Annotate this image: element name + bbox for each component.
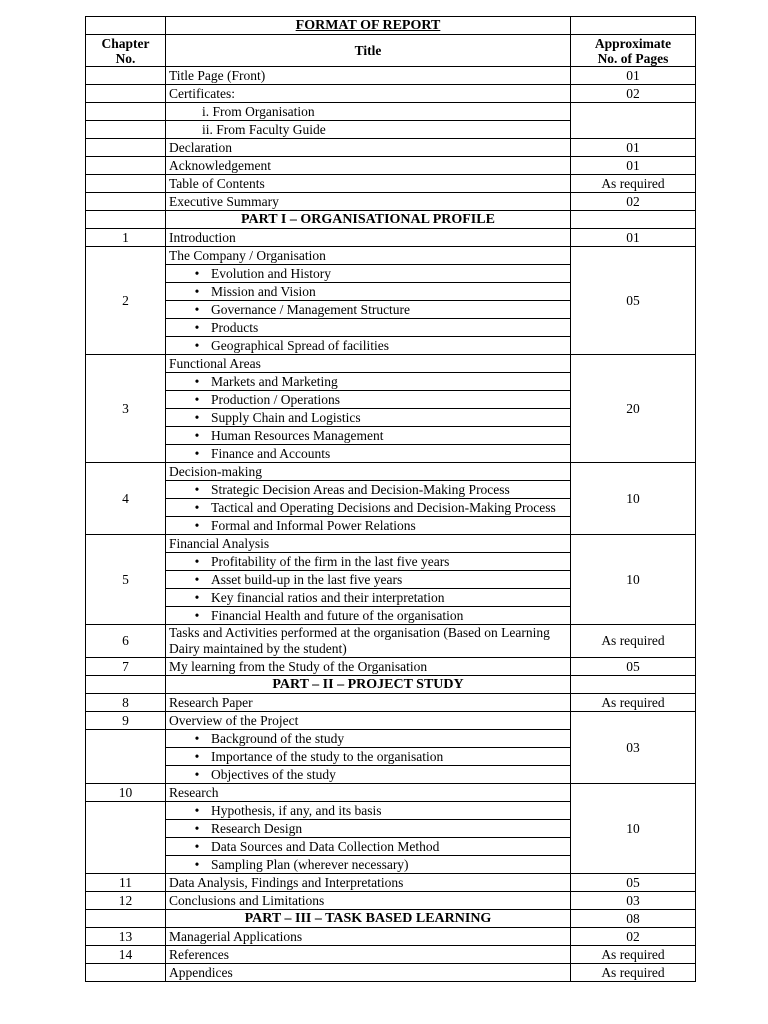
row-title: The Company / Organisation	[166, 247, 571, 265]
row-title: Financial Analysis	[166, 535, 571, 553]
row-title: Executive Summary	[166, 193, 571, 211]
row-title: Declaration	[166, 139, 571, 157]
table-title: FORMAT OF REPORT	[166, 17, 571, 35]
part-heading: PART – II – PROJECT STUDY	[166, 676, 571, 694]
bullet-icon: •	[194, 571, 200, 587]
row-pages: 01	[571, 157, 696, 175]
row-title: Tasks and Activities performed at the organisation (Based on Learning Dairy maintained by the student)	[166, 625, 571, 658]
chapter-no: 4	[86, 463, 166, 535]
row-pages: 05	[571, 658, 696, 676]
bullet-item: • Data Sources and Data Collection Method	[166, 838, 571, 856]
bullet-icon: •	[194, 730, 200, 746]
chapter-no: 8	[86, 694, 166, 712]
bullet-item: • Objectives of the study	[166, 766, 571, 784]
table-row	[86, 175, 696, 193]
bullet-item: • Production / Operations	[166, 391, 571, 409]
bullet-icon: •	[194, 607, 200, 623]
bullet-icon: •	[194, 409, 200, 425]
bullet-icon: •	[194, 319, 200, 335]
row-title: Data Analysis, Findings and Interpretations	[166, 874, 571, 892]
table-row	[86, 193, 696, 211]
row-pages: 03	[571, 892, 696, 910]
table-row	[86, 625, 696, 658]
bullet-icon: •	[194, 856, 200, 872]
report-format-table	[85, 16, 696, 982]
part-heading-row	[86, 676, 696, 694]
bullet-icon: •	[194, 820, 200, 836]
chapter-no: 7	[86, 658, 166, 676]
row-title: Conclusions and Limitations	[166, 892, 571, 910]
table-row	[86, 85, 696, 103]
table-row	[86, 784, 696, 802]
table-row	[86, 157, 696, 175]
chapter-no: 12	[86, 892, 166, 910]
bullet-icon: •	[194, 445, 200, 461]
bullet-item: • Finance and Accounts	[166, 445, 571, 463]
bullet-icon: •	[194, 589, 200, 605]
bullet-icon: •	[194, 748, 200, 764]
chapter-no: 1	[86, 229, 166, 247]
row-title: Acknowledgement	[166, 157, 571, 175]
bullet-icon: •	[194, 301, 200, 317]
row-pages: 01	[571, 67, 696, 85]
part-heading-row	[86, 910, 696, 928]
title-header: Title	[166, 35, 571, 67]
row-title: References	[166, 946, 571, 964]
chapter-no: 3	[86, 355, 166, 463]
bullet-item: • Background of the study	[166, 730, 571, 748]
bullet-item: • Importance of the study to the organisation	[166, 748, 571, 766]
bullet-item: • Profitability of the firm in the last five years	[166, 553, 571, 571]
bullet-item: • Mission and Vision	[166, 283, 571, 301]
bullet-icon: •	[194, 427, 200, 443]
table-row	[86, 694, 696, 712]
row-title: Appendices	[166, 964, 571, 982]
row-title: Functional Areas	[166, 355, 571, 373]
part-heading: PART I – ORGANISATIONAL PROFILE	[166, 211, 571, 229]
table-row	[86, 229, 696, 247]
table-row	[86, 247, 696, 265]
row-pages: 10	[571, 784, 696, 874]
bullet-icon: •	[194, 391, 200, 407]
sub-item: ii. From Faculty Guide	[166, 121, 571, 139]
row-title: Research	[166, 784, 571, 802]
bullet-icon: •	[194, 481, 200, 497]
row-pages: As required	[571, 946, 696, 964]
table-row	[86, 103, 696, 121]
row-title: Certificates:	[166, 85, 571, 103]
bullet-icon: •	[194, 283, 200, 299]
table-row	[86, 535, 696, 553]
bullet-item: • Asset build-up in the last five years	[166, 571, 571, 589]
row-pages: As required	[571, 964, 696, 982]
table-row	[86, 67, 696, 85]
chapter-no: 14	[86, 946, 166, 964]
chapter-no: 11	[86, 874, 166, 892]
row-pages: 10	[571, 535, 696, 625]
row-title: Decision-making	[166, 463, 571, 481]
row-pages: 05	[571, 247, 696, 355]
table-row	[86, 874, 696, 892]
bullet-icon: •	[194, 517, 200, 533]
bullet-item: • Sampling Plan (wherever necessary)	[166, 856, 571, 874]
row-title: Overview of the Project	[166, 712, 571, 730]
table-row	[86, 463, 696, 481]
row-title: My learning from the Study of the Organisation	[166, 658, 571, 676]
bullet-item: • Products	[166, 319, 571, 337]
bullet-icon: •	[194, 499, 200, 515]
part-heading-row	[86, 211, 696, 229]
header-row	[86, 35, 696, 67]
bullet-item: • Formal and Informal Power Relations	[166, 517, 571, 535]
bullet-icon: •	[194, 373, 200, 389]
row-pages: 05	[571, 874, 696, 892]
chapter-no: 5	[86, 535, 166, 625]
chapter-no: 6	[86, 625, 166, 658]
bullet-item: • Tactical and Operating Decisions and Decision-Making Process	[166, 499, 571, 517]
bullet-item: • Strategic Decision Areas and Decision-Making Process	[166, 481, 571, 499]
table-row	[86, 712, 696, 730]
chapter-no: 13	[86, 928, 166, 946]
pages-header: Approximate No. of Pages	[571, 35, 696, 67]
table-row	[86, 946, 696, 964]
report-format-sheet	[85, 16, 695, 982]
bullet-icon: •	[194, 766, 200, 782]
bullet-item: • Governance / Management Structure	[166, 301, 571, 319]
table-row	[86, 355, 696, 373]
chapter-no-header: Chapter No.	[86, 35, 166, 67]
row-pages: 02	[571, 85, 696, 103]
bullet-item: • Human Resources Management	[166, 427, 571, 445]
row-pages: 20	[571, 355, 696, 463]
row-pages: 01	[571, 139, 696, 157]
bullet-item: • Supply Chain and Logistics	[166, 409, 571, 427]
title-row	[86, 17, 696, 35]
row-pages: 02	[571, 193, 696, 211]
row-pages: 01	[571, 229, 696, 247]
bullet-item: • Hypothesis, if any, and its basis	[166, 802, 571, 820]
chapter-no: 9	[86, 712, 166, 730]
bullet-item: • Financial Health and future of the organisation	[166, 607, 571, 625]
row-pages: 10	[571, 463, 696, 535]
table-row	[86, 928, 696, 946]
bullet-item: • Key financial ratios and their interpretation	[166, 589, 571, 607]
chapter-no: 10	[86, 784, 166, 802]
row-title: Table of Contents	[166, 175, 571, 193]
part-heading: PART – III – TASK BASED LEARNING	[166, 910, 571, 928]
bullet-icon: •	[194, 802, 200, 818]
table-row	[86, 658, 696, 676]
bullet-item: • Geographical Spread of facilities	[166, 337, 571, 355]
row-title: Research Paper	[166, 694, 571, 712]
sub-item: i. From Organisation	[166, 103, 571, 121]
table-row	[86, 892, 696, 910]
chapter-no: 2	[86, 247, 166, 355]
bullet-item: • Markets and Marketing	[166, 373, 571, 391]
row-title: Title Page (Front)	[166, 67, 571, 85]
row-pages: As required	[571, 175, 696, 193]
bullet-item: • Evolution and History	[166, 265, 571, 283]
table-row	[86, 964, 696, 982]
bullet-icon: •	[194, 337, 200, 353]
table-row	[86, 139, 696, 157]
row-pages: 02	[571, 928, 696, 946]
bullet-icon: •	[194, 265, 200, 281]
bullet-icon: •	[194, 553, 200, 569]
bullet-item: • Research Design	[166, 820, 571, 838]
row-pages: As required	[571, 694, 696, 712]
row-pages: 03	[571, 712, 696, 784]
bullet-icon: •	[194, 838, 200, 854]
row-pages: 08	[571, 910, 696, 928]
row-title: Introduction	[166, 229, 571, 247]
row-pages: As required	[571, 625, 696, 658]
row-title: Managerial Applications	[166, 928, 571, 946]
